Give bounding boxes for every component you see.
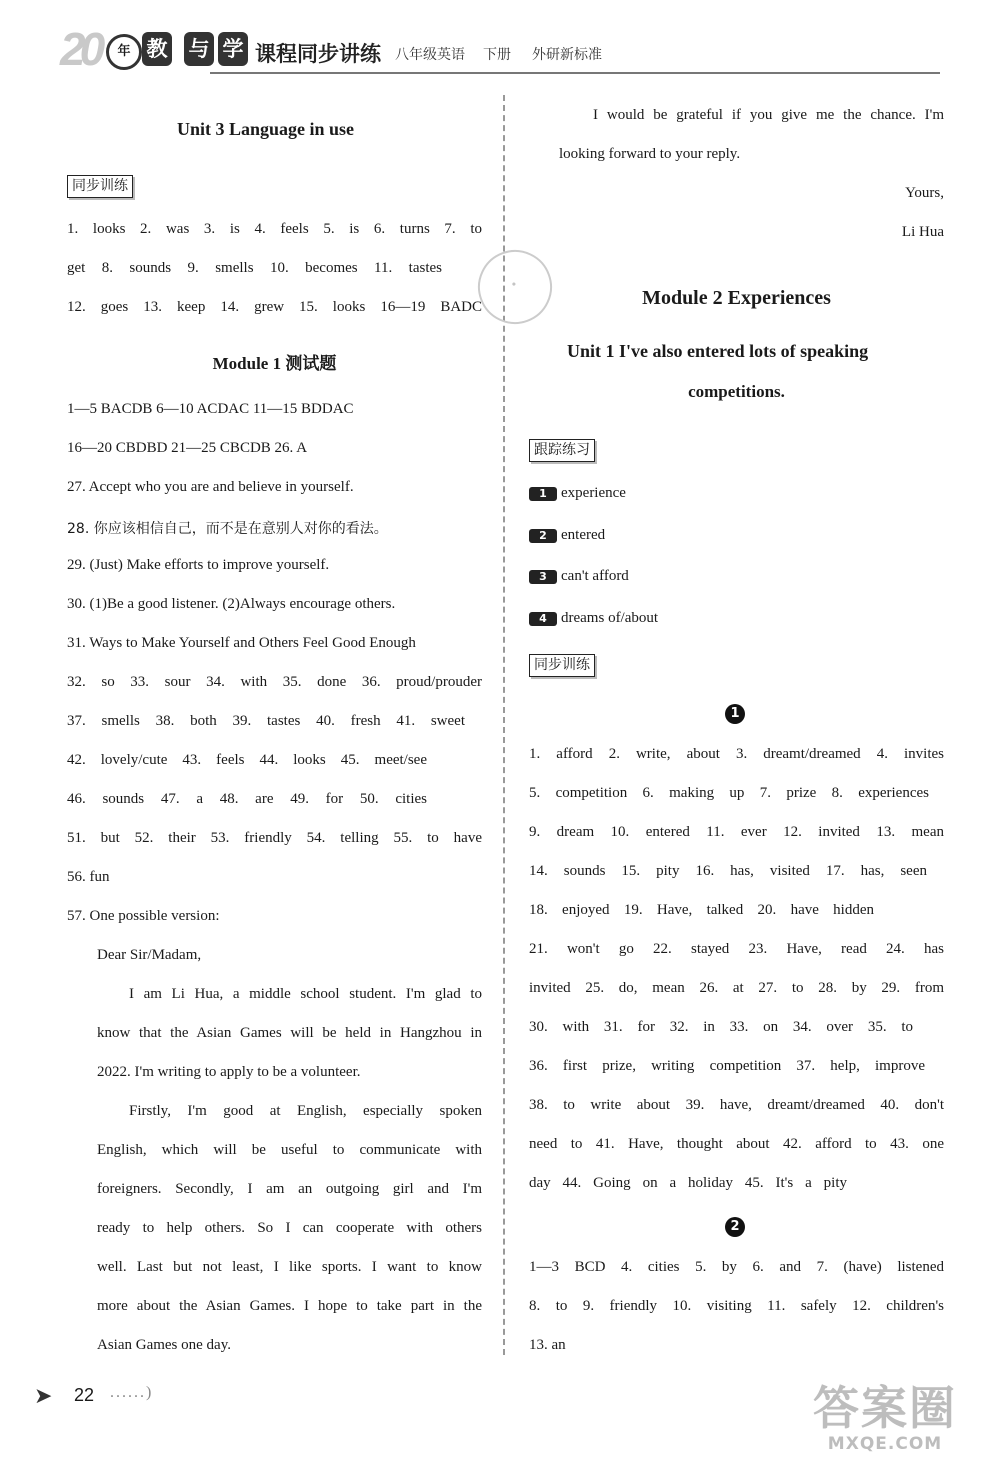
- track-item-text: can't afford: [561, 568, 629, 584]
- section-tag-sync: 同步训练: [67, 175, 133, 198]
- letter-line: well. Last but not least, I like sports. I want to know: [97, 1259, 482, 1275]
- track-item: [529, 610, 944, 627]
- letter-line: foreigners. Secondly, I am an outgoing girl and I'm: [97, 1181, 482, 1197]
- footer-arrow-icon: ➤: [34, 1384, 53, 1409]
- answer-line: 46. sounds 47. a 48. are 49. for 50. cities: [67, 791, 427, 807]
- letter-line: I am Li Hua, a middle school student. I'm glad to: [129, 986, 482, 1002]
- unit-title-line-1: Unit 1 I've also entered lots of speaking: [567, 341, 869, 361]
- answer-line: 9. dream 10. entered 11. ever 12. invited 13. mean: [529, 824, 944, 840]
- answer-line: 8. to 9. friendly 10. visiting 11. safely 12. children's: [529, 1298, 944, 1314]
- letter-line: looking forward to your reply.: [559, 146, 741, 162]
- letter-greeting: Dear Sir/Madam,: [97, 947, 202, 963]
- number-badge: 4: [529, 612, 557, 626]
- header-grade: 八年级英语: [395, 47, 465, 63]
- section-tag-track: 跟踪练习: [529, 439, 595, 462]
- track-item: [529, 527, 944, 544]
- letter-signature: Li Hua: [901, 224, 944, 240]
- answer-line: 36. first prize, writing competition 37. help, improve: [529, 1058, 925, 1074]
- answer-line: 16—20 CBDBD 21—25 CBCDB 26. A: [67, 440, 308, 456]
- page-number: 22: [74, 1385, 95, 1405]
- answer-line: 12. goes 13. keep 14. grew 15. looks 16—19 BADC: [67, 299, 482, 315]
- letter-line: Asian Games one day.: [97, 1337, 231, 1353]
- header-edition: 外研新标准: [532, 47, 602, 63]
- watermark-main: 答案圈: [813, 1381, 957, 1435]
- header-title: 课程同步讲练: [255, 42, 381, 66]
- answer-line: 28. 你应该相信自己，而不是在意别人对你的看法。: [67, 521, 388, 537]
- answer-line: 13. an: [529, 1337, 566, 1353]
- section-tag-sync: 同步训练: [529, 654, 595, 677]
- track-item-text: experience: [561, 485, 626, 501]
- answer-line: 1. afford 2. write, about 3. dreamt/dreamed 4. invites: [529, 746, 944, 762]
- track-item: [529, 485, 944, 502]
- letter-line: Firstly, I'm good at English, especially spoken: [129, 1103, 482, 1119]
- section-number-1: 1: [725, 704, 745, 724]
- letter-line: ready to help others. So I can cooperate with others: [97, 1220, 482, 1236]
- answer-line: 37. smells 38. both 39. tastes 40. fresh 41. sweet: [67, 713, 465, 729]
- logo-circle-icon: 年: [106, 34, 142, 70]
- answer-line: get 8. sounds 9. smells 10. becomes 11. tastes: [67, 260, 442, 276]
- track-item: [529, 568, 944, 585]
- answer-line: 14. sounds 15. pity 16. has, visited 17. has, seen: [529, 863, 927, 879]
- site-watermark: [780, 1382, 990, 1462]
- stamp-watermark: •: [468, 240, 563, 335]
- answer-line: 38. to write about 39. have, dreamt/dreamed 40. don't: [529, 1097, 944, 1113]
- answer-line: 5. competition 6. making up 7. prize 8. experiences: [529, 785, 929, 801]
- answer-line: 57. One possible version:: [67, 908, 220, 924]
- answer-line: invited 25. do, mean 26. at 27. to 28. by 29. from: [529, 980, 944, 996]
- module-title: Module 2 Experiences: [642, 287, 831, 309]
- letter-line: know that the Asian Games will be held in Hangzhou in: [97, 1025, 482, 1041]
- brand-char-1: 教: [142, 32, 172, 66]
- answer-line: day 44. Going on a holiday 45. It's a pity: [529, 1175, 847, 1191]
- brand-char-2: 与: [184, 32, 214, 66]
- letter-line: English, which will be useful to communicate with: [97, 1142, 482, 1158]
- answer-line: 30. with 31. for 32. in 33. on 34. over 35. to: [529, 1019, 913, 1035]
- header-rule: [210, 72, 940, 74]
- number-badge: 2: [529, 529, 557, 543]
- letter-closing: Yours,: [905, 185, 944, 201]
- letter-line: 2022. I'm writing to apply to be a volunteer.: [97, 1064, 361, 1080]
- answer-line: 42. lovely/cute 43. feels 44. looks 45. meet/see: [67, 752, 427, 768]
- logo-20: 20: [60, 23, 100, 75]
- test-title: Module 1 测试题: [212, 354, 337, 373]
- answer-line: 29. (Just) Make efforts to improve yourself.: [67, 557, 330, 573]
- answer-line: 30. (1)Be a good listener. (2)Always encourage others.: [67, 596, 396, 612]
- number-badge: 1: [529, 487, 557, 501]
- answer-line: 21. won't go 22. stayed 23. Have, read 24. has: [529, 941, 944, 957]
- answer-line: 31. Ways to Make Yourself and Others Feel Good Enough: [67, 635, 416, 651]
- letter-line: more about the Asian Games. I hope to take part in the: [97, 1298, 482, 1314]
- unit-title: Unit 3 Language in use: [177, 119, 355, 139]
- page-header: [60, 23, 940, 76]
- number-badge: 3: [529, 570, 557, 584]
- unit-title-line-2: competitions.: [688, 382, 785, 401]
- answer-line: 27. Accept who you are and believe in yourself.: [67, 479, 354, 495]
- answer-line: 56. fun: [67, 869, 110, 885]
- watermark-url: MXQE.COM: [827, 1434, 943, 1454]
- header-volume: 下册: [483, 47, 511, 63]
- answer-line: 1—3 BCD 4. cities 5. by 6. and 7. (have) listened: [529, 1259, 944, 1275]
- track-item-text: entered: [561, 527, 606, 543]
- footer-dots: ......): [110, 1384, 154, 1401]
- answer-line: 18. enjoyed 19. Have, talked 20. have hidden: [529, 902, 874, 918]
- brand-char-3: 学: [218, 32, 248, 66]
- answer-line: 1. looks 2. was 3. is 4. feels 5. is 6. turns 7. to: [67, 221, 482, 237]
- track-item-text: dreams of/about: [561, 610, 659, 626]
- answer-line: 51. but 52. their 53. friendly 54. telling 55. to have: [67, 830, 482, 846]
- answer-line: 32. so 33. sour 34. with 35. done 36. proud/prouder: [67, 674, 482, 690]
- letter-line: I would be grateful if you give me the chance. I'm: [593, 107, 944, 123]
- answer-line: need to 41. Have, thought about 42. afford to 43. one: [529, 1136, 944, 1152]
- answer-line: 1—5 BACDB 6—10 ACDAC 11—15 BDDAC: [67, 401, 354, 417]
- section-number-2: 2: [725, 1217, 745, 1237]
